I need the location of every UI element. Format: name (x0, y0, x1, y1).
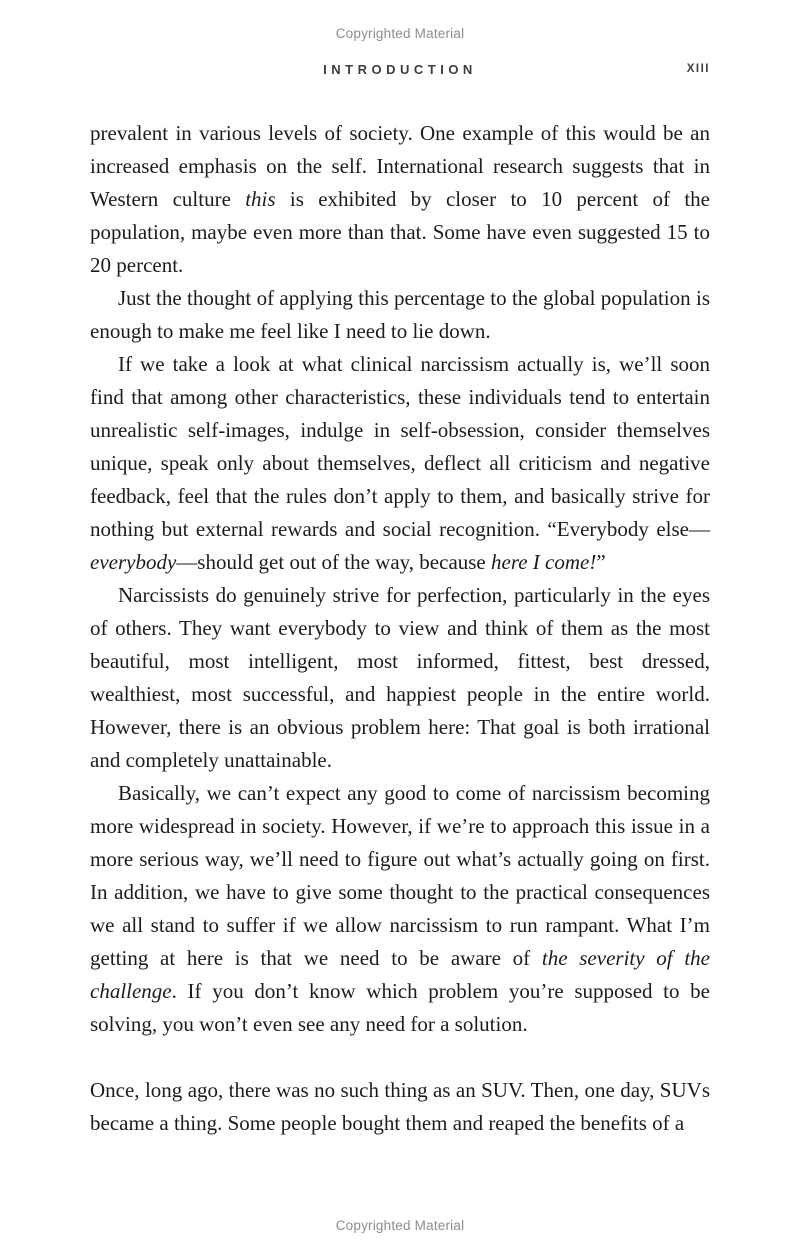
paragraph-5 (90, 777, 710, 1041)
text-run: Just the thought of applying this percentage to the global population is enough to make me feel like I need to lie down. (90, 286, 710, 343)
italic-run: this (245, 187, 276, 211)
page-header (90, 61, 710, 79)
text-run: is exhibited by closer to 10 percent of the population, maybe even more than that. Some have even suggested 15 to 20 percent. (90, 187, 710, 277)
text-run: —should get out of the way, because (176, 550, 492, 574)
paragraph-6 (90, 1074, 710, 1140)
text-run: Narcissists do genuinely strive for perfection, particularly in the eyes of others. They want everybody to view and think of them as the most beautiful, most intelligent, most informed, fittest, best dressed, wealthiest, most successful, and happiest people in the entire world. However, there is an obvious problem here: That goal is both irrational and completely unattainable. (90, 583, 710, 772)
italic-run: here I come! (491, 550, 597, 574)
page-number: XIII (686, 63, 710, 75)
paragraph-2 (90, 282, 710, 348)
copyright-watermark-bottom: Copyrighted Material (335, 1218, 465, 1233)
text-run: If we take a look at what clinical narcissism actually is, we’ll soon find that among other characteristics, these individuals tend to entertain unrealistic self-images, indulge in self-obsession, consider themselves unique, speak only about themselves, deflect all criticism and negative feedback, feel that the rules don’t apply to them, and basically strive for nothing but external rewards and social recognition. “Everybody else— (90, 352, 710, 541)
text-run: prevalent in various levels of society. One example of this would be an increased emphasis on the self. International research suggests that in Western culture (90, 121, 710, 211)
paragraph-4 (90, 579, 710, 777)
page-body (90, 117, 710, 1140)
text-run: . If you don’t know which problem you’re supposed to be solving, you won’t even see any need for a solution. (90, 979, 710, 1036)
italic-run: the severity of the challenge (90, 946, 710, 1003)
text-run: ” (596, 550, 606, 574)
paragraph-1 (90, 117, 710, 282)
italic-run: everybody (90, 550, 177, 574)
text-run: Once, long ago, there was no such thing as an SUV. Then, one day, SUVs became a thing. Some people bought them and reaped the benefits of a (90, 1078, 710, 1135)
paragraph-3 (90, 348, 710, 579)
text-run: Basically, we can’t expect any good to come of narcissism becoming more widespread in society. However, if we’re to approach this issue in a more serious way, we’ll need to figure out what’s actually going on first. In addition, we have to give some thought to the practical consequences we all stand to suffer if we allow narcissism to run rampant. What I’m getting at here is that we need to be aware of (90, 781, 710, 970)
chapter-title: INTRODUCTION (323, 62, 477, 77)
copyright-watermark-top: Copyrighted Material (335, 26, 465, 41)
